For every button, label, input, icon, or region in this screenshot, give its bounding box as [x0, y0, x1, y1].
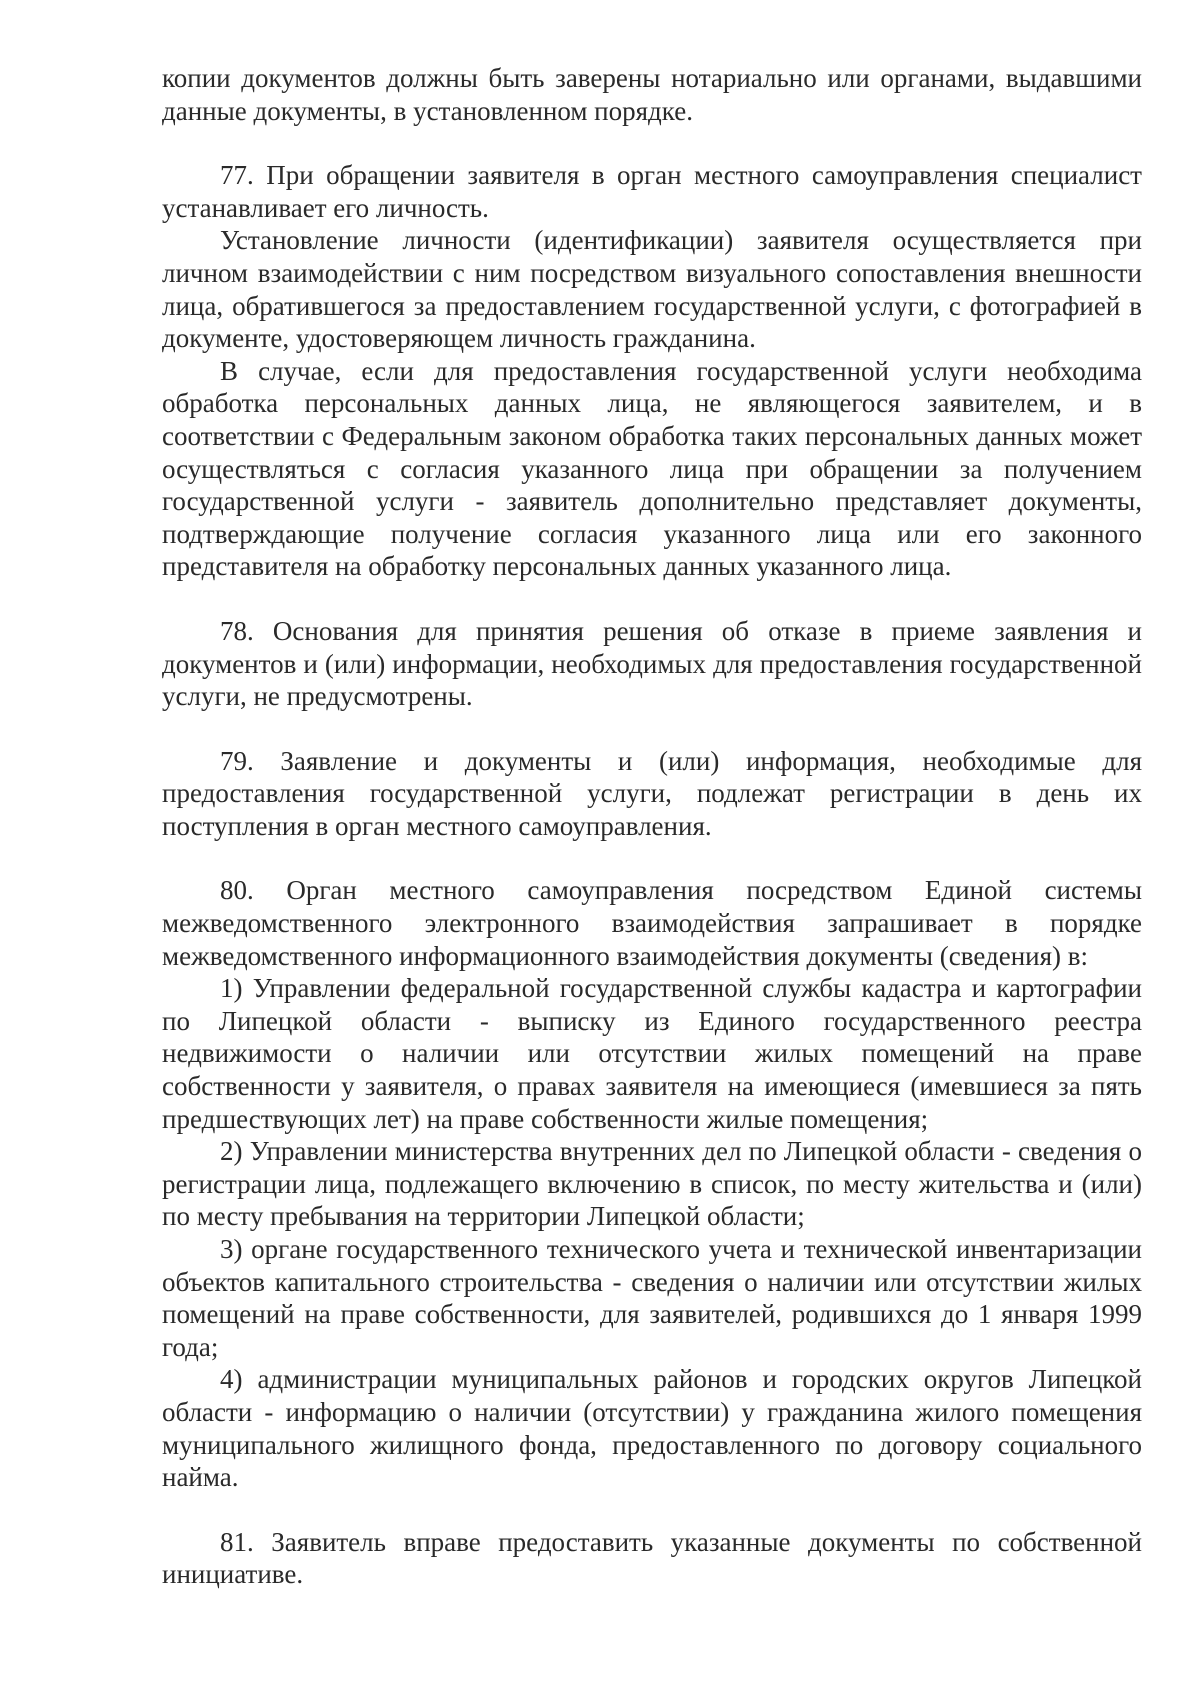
paragraph-77-identification: Установление личности (идентификации) заявителя осуществляется при личном взаимодействии с ним посредством визуального сопоставления внешности лица, обратившегося за предоставлением государственной услуги, с фотографией в документе, удостоверяющем личность гражданина.: [162, 225, 1142, 354]
paragraph-79: 79. Заявление и документы и (или) информация, необходимые для предоставления государственной услуги, подлежат регистрации в день их поступления в орган местного самоуправления.: [162, 745, 1142, 841]
paragraph-77: 77. При обращении заявителя в орган местного самоуправления специалист устанавливает его личность.: [162, 160, 1142, 223]
paragraph-80-item-1: 1) Управлении федеральной государственной службы кадастра и картографии по Липецкой области - выписку из Единого государственного реестра недвижимости о наличии или отсутствии жилых помещений на праве собственности у заявителя, о правах заявителя на имеющиеся (имевшиеся за пять предшествующих лет) на праве собственности жилые помещения;: [162, 973, 1142, 1134]
document-body: [162, 62, 1142, 1591]
paragraph-77-consent: В случае, если для предоставления государственной услуги необходима обработка персональных данных лица, не являющегося заявителем, и в соответствии с Федеральным законом обработка таких персональных данных может осуществляться с согласия указанного лица при обращении за получением государственной услуги - заявитель дополнительно представляет документы, подтверждающие получение согласия указанного лица или его законного представителя на обработку персональных данных указанного лица.: [162, 355, 1142, 582]
paragraph-80: 80. Орган местного самоуправления посредством Единой системы межведомственного электронного взаимодействия запрашивает в порядке межведомственного информационного взаимодействия документы (сведения) в:: [162, 875, 1142, 971]
paragraph-continuation: копии документов должны быть заверены нотариально или органами, выдавшими данные документы, в установленном порядке.: [162, 63, 1142, 126]
paragraph-80-item-2: 2) Управлении министерства внутренних дел по Липецкой области - сведения о регистрации лица, подлежащего включению в список, по месту жительства и (или) по месту пребывания на территории Липецкой области;: [162, 1136, 1142, 1232]
paragraph-80-item-4: 4) администрации муниципальных районов и городских округов Липецкой области - информацию о наличии (отсутствии) у гражданина жилого помещения муниципального жилищного фонда, предоставленного по договору социального найма.: [162, 1364, 1142, 1493]
paragraph-78: 78. Основания для принятия решения об отказе в приеме заявления и документов и (или) информации, необходимых для предоставления государственной услуги, не предусмотрены.: [162, 615, 1142, 712]
paragraph-81: 81. Заявитель вправе предоставить указанные документы по собственной инициативе.: [162, 1526, 1142, 1590]
paragraph-80-item-3: 3) органе государственного технического учета и технической инвентаризации объектов капитального строительства - сведения о наличии или отсутствии жилых помещений на праве собственности, для заявителей, родившихся до 1 января 1999 года;: [162, 1234, 1142, 1362]
